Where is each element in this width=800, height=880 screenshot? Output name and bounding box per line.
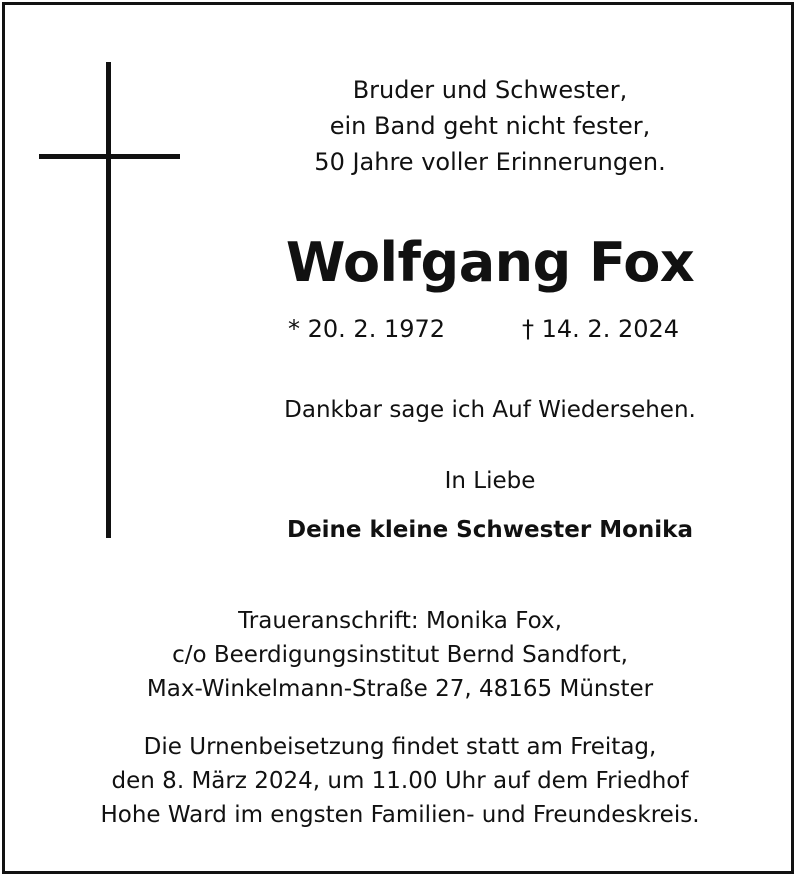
address-line: Max-Winkelmann-Straße 27, 48165 Münster [146,676,654,702]
deceased-name: Wolfgang Fox [285,231,695,294]
address-line: Traueranschrift: Monika Fox, [238,608,562,634]
address-line: c/o Beerdigungsinstitut Bernd Sandfort, [172,642,628,668]
ceremony-info [20,730,780,832]
verse-line: 50 Jahre voller Erinnerungen. [314,148,666,176]
ceremony-line: den 8. März 2024, um 11.00 Uhr auf dem Friedhof [111,768,689,794]
verse-line: ein Band geht nicht fester, [329,112,651,140]
cross-vertical-bar [106,62,111,538]
cross-horizontal-bar [39,154,180,159]
birth-date: * 20. 2. 1972 [288,315,446,343]
ceremony-line: Die Urnenbeisetzung findet statt am Freitag, [143,734,657,760]
ceremony-line: Hohe Ward im engsten Familien- und Freundeskreis. [100,802,700,828]
closing-phrase: In Liebe [444,468,536,494]
thanks-message: Dankbar sage ich Auf Wiedersehen. [284,397,696,423]
mourning-address [60,604,740,706]
signature: Deine kleine Schwester Monika [286,517,693,543]
death-date: † 14. 2. 2024 [522,315,680,343]
verse [250,72,730,180]
verse-line: Bruder und Schwester, [352,76,628,104]
